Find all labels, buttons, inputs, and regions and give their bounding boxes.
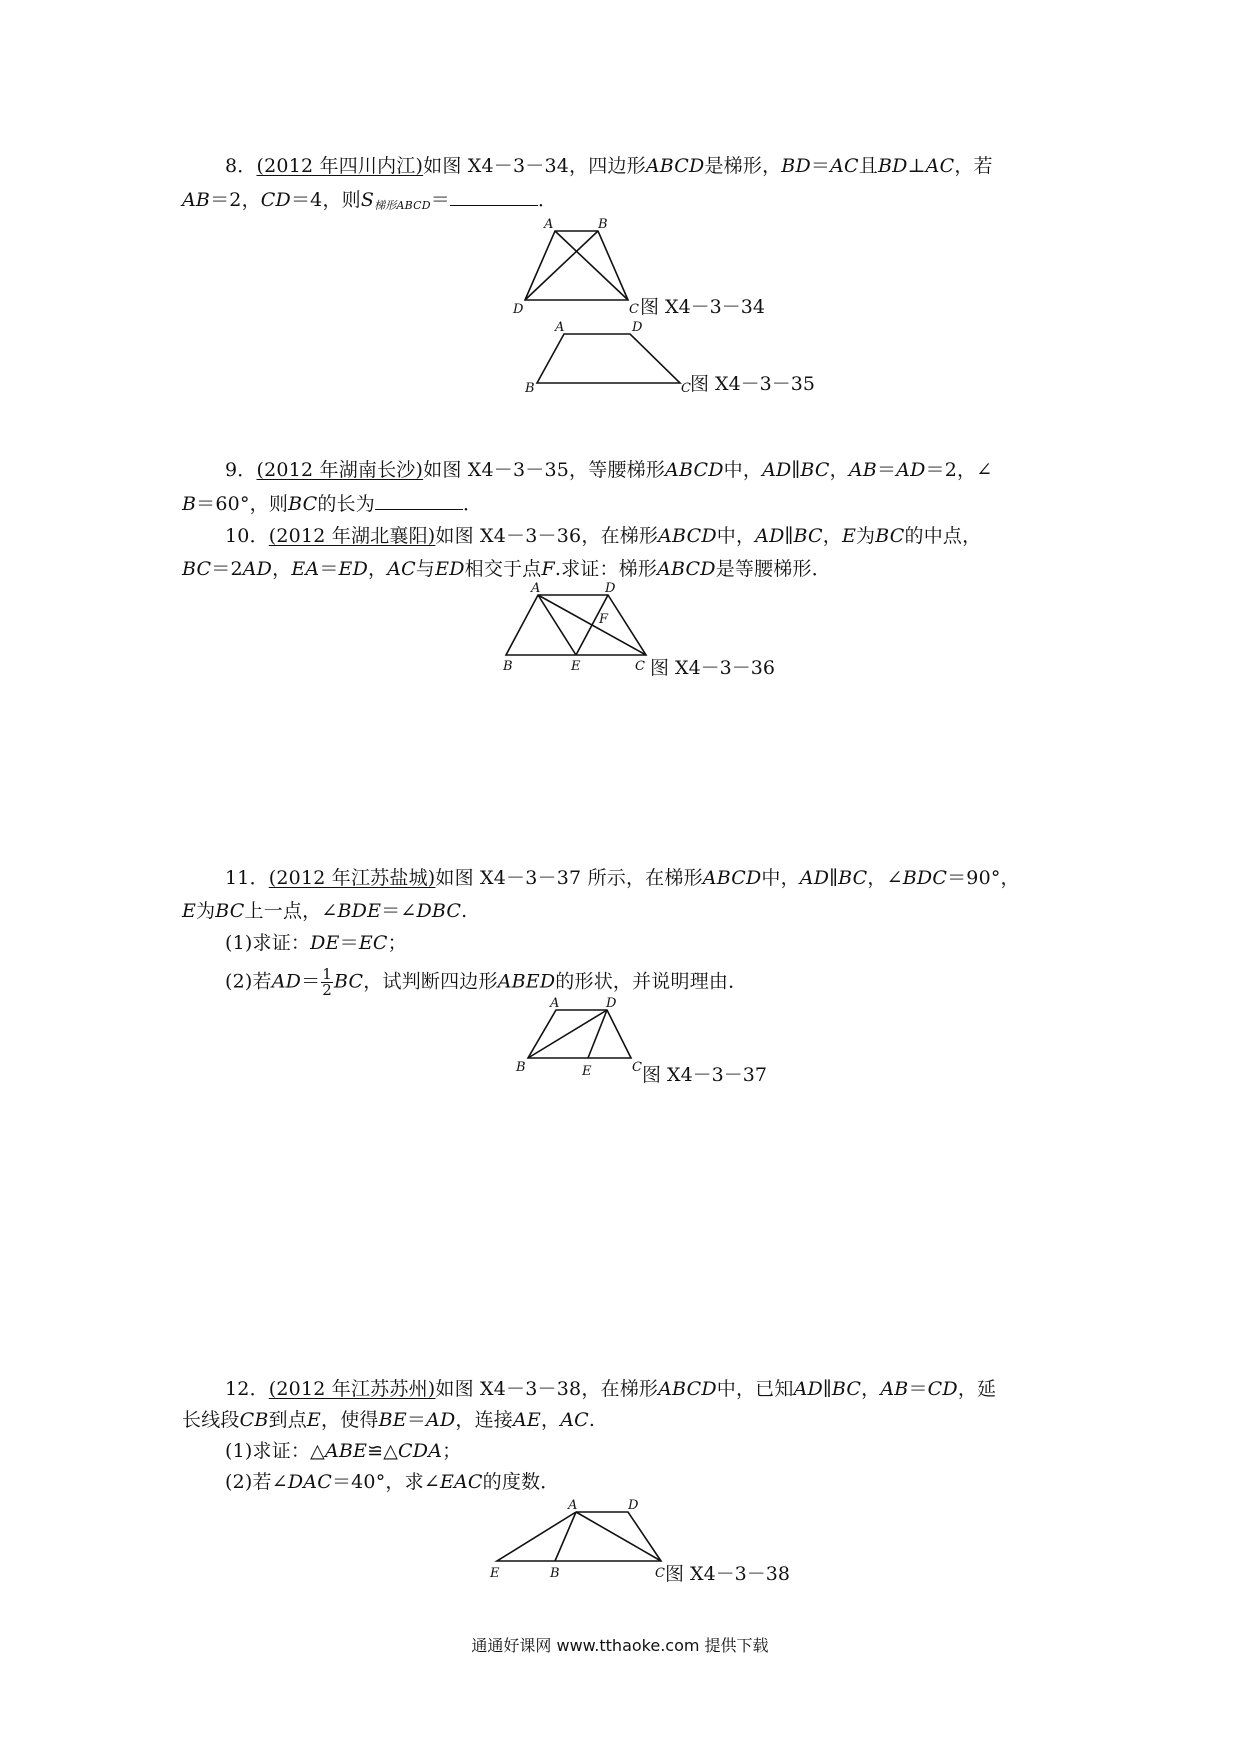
label-d: D <box>632 320 643 335</box>
trapezoid-38 <box>497 1512 661 1561</box>
var: AD <box>426 1409 456 1431</box>
var: BC <box>288 493 318 515</box>
trapezoid-37 <box>528 1010 631 1058</box>
var: CDA <box>398 1440 443 1462</box>
var: ED <box>338 558 369 580</box>
segment-ac <box>538 595 646 655</box>
var: BE <box>378 1409 407 1431</box>
figure-caption-37: 图 X4－3－37 <box>642 1064 767 1086</box>
var: ABCD <box>658 525 717 547</box>
text: ， <box>541 1409 561 1431</box>
text: ＝ <box>908 1378 928 1400</box>
figure-x4-3-38 <box>480 1495 680 1585</box>
trapezoid-34 <box>525 231 628 300</box>
figure-x4-3-34 <box>500 215 660 315</box>
var: DAC <box>287 1471 332 1493</box>
text: ， <box>368 558 388 580</box>
text: 如图 X4－3－34，四边形 <box>423 155 646 177</box>
label-a: A <box>568 1498 578 1513</box>
text: 到点 <box>268 1409 307 1431</box>
var: EC <box>358 932 388 954</box>
q12-line-2 <box>182 1406 595 1434</box>
label-e: E <box>582 1064 592 1079</box>
text: ＝ <box>876 459 897 481</box>
text: (2)若∠ <box>225 1471 288 1493</box>
text: . <box>588 1409 596 1431</box>
label-a: A <box>555 320 565 335</box>
var: BD <box>781 155 811 177</box>
var: E <box>841 525 857 547</box>
figure-x4-3-36 <box>495 580 665 680</box>
var: BC <box>875 525 905 547</box>
var: AC <box>925 155 955 177</box>
var: AE <box>513 1409 542 1431</box>
text: 中， <box>716 525 756 547</box>
question-number: 12． <box>225 1378 269 1400</box>
text: ＝60°，则 <box>196 493 289 515</box>
text: ∥ <box>784 525 794 547</box>
var: AC <box>830 155 859 177</box>
text: ， <box>272 558 292 580</box>
text: ＝ <box>406 1409 427 1431</box>
text: 是等腰梯形． <box>715 558 831 580</box>
question-source: (2012 年湖北襄阳) <box>268 525 436 547</box>
label-b: B <box>550 1566 560 1581</box>
text: 如图 X4－3－38，在梯形 <box>435 1378 659 1400</box>
text: ，试判断四边形 <box>363 970 498 993</box>
text: 的中点， <box>904 525 982 547</box>
label-d: D <box>513 302 524 317</box>
text: 上一点，∠ <box>244 900 338 922</box>
label-c: C <box>632 1060 642 1075</box>
text: 长线段 <box>182 1409 240 1431</box>
figure-x4-3-37 <box>508 995 658 1085</box>
var: BC <box>182 558 212 580</box>
segment-de <box>588 1010 607 1058</box>
var: ABCD <box>645 155 705 177</box>
figure-caption-35: 图 X4－3－35 <box>690 373 815 395</box>
text: 为 <box>856 525 876 547</box>
text: ，连接 <box>455 1409 514 1431</box>
diagonal-bd <box>525 231 598 300</box>
text: 且 <box>858 155 878 177</box>
figure-caption-34: 图 X4－3－34 <box>640 296 765 318</box>
question-number: 11． <box>225 867 269 889</box>
text: ， <box>829 459 849 481</box>
text: 相交于点 <box>464 558 542 580</box>
var: CD <box>260 189 291 211</box>
text: ，若 <box>954 155 993 177</box>
text: (1)求证：△ <box>225 1440 325 1462</box>
text: ＝∠ <box>381 900 417 922</box>
text: ； <box>442 1440 462 1462</box>
var: AD <box>799 867 830 889</box>
q9-line-2 <box>182 490 482 518</box>
label-d: D <box>606 996 617 1011</box>
text: .求证：梯形 <box>554 558 658 580</box>
q10-line-2 <box>182 555 831 583</box>
text: ∥ <box>829 867 839 889</box>
var: DBC <box>416 900 462 922</box>
var: B <box>182 493 197 515</box>
text: ＝ <box>301 970 321 993</box>
q11-line-1 <box>225 864 1020 892</box>
text: ＝ <box>319 558 339 580</box>
label-c: C <box>681 381 691 396</box>
var: BC <box>334 970 364 993</box>
var: AB <box>880 1378 909 1400</box>
text: ＝2， <box>210 189 261 211</box>
q11-part-1 <box>225 929 407 957</box>
var: BC <box>800 459 830 481</box>
question-number: 8． <box>225 155 257 177</box>
text: 的形状，并说明理由． <box>555 970 748 993</box>
var: BD <box>877 155 908 177</box>
text: ，延 <box>957 1378 997 1400</box>
figure-caption-36: 图 X4－3－36 <box>650 657 775 679</box>
q11-part-2 <box>225 967 747 998</box>
text: 中， <box>723 459 763 481</box>
text: ， <box>822 525 842 547</box>
label-c: C <box>635 659 645 674</box>
var: S <box>360 189 375 211</box>
text: (1)求证： <box>225 932 311 954</box>
text: ＝ <box>810 155 831 177</box>
var: E <box>306 1409 321 1431</box>
segment-ac <box>576 1512 661 1561</box>
var: AD <box>896 459 926 481</box>
var: AD <box>271 970 302 993</box>
label-b: B <box>525 381 535 396</box>
label-b: B <box>503 659 513 674</box>
var: CB <box>239 1409 269 1431</box>
var: F <box>541 558 555 580</box>
var: AD <box>793 1378 823 1400</box>
label-e: E <box>490 1566 500 1581</box>
var: BC <box>838 867 868 889</box>
label-b: B <box>598 217 608 232</box>
var: ABE <box>324 1440 368 1462</box>
var: EAC <box>439 1471 483 1493</box>
text: ⊥ <box>907 155 926 177</box>
var: ABED <box>497 970 556 993</box>
text: ，使得 <box>321 1409 379 1431</box>
var: CD <box>927 1378 958 1400</box>
var: E <box>182 900 197 922</box>
text: ∥ <box>791 459 801 481</box>
question-source: (2012 年湖南长沙) <box>256 459 424 481</box>
text: ＝ <box>430 189 450 211</box>
question-number: 9． <box>225 459 257 481</box>
label-f: F <box>599 612 609 627</box>
fraction-numerator: 1 <box>322 965 333 983</box>
var: ED <box>435 558 465 580</box>
question-source: (2012 年江苏盐城) <box>268 867 436 889</box>
var: BC <box>793 525 823 547</box>
var: ABCD <box>665 459 724 481</box>
var: AC <box>387 558 416 580</box>
answer-blank <box>375 493 463 510</box>
q11-line-2 <box>182 897 467 925</box>
text: 的长为 <box>317 493 375 515</box>
page-footer: 通通好课网 www.tthaoke.com 提供下载 <box>471 1636 769 1655</box>
fraction-denominator: 2 <box>322 981 333 999</box>
text: ＝2 <box>211 558 243 580</box>
fraction-one-half <box>321 967 333 998</box>
text: 中， <box>761 867 800 889</box>
text: ＝2，∠ <box>925 459 993 481</box>
label-a: A <box>550 996 560 1011</box>
label-d: D <box>605 581 616 596</box>
var: BDC <box>902 867 948 889</box>
segment-ae <box>538 595 576 655</box>
label-e: E <box>571 659 581 674</box>
q9-line-1 <box>225 456 992 484</box>
var: ABCD <box>657 558 716 580</box>
text: 的度数． <box>482 1471 560 1493</box>
trapezoid-35 <box>537 334 680 383</box>
text: ＝4，则 <box>290 189 361 211</box>
text: ＝ <box>339 932 359 954</box>
text: (2)若 <box>225 970 272 993</box>
text: 如图 X4－3－36，在梯形 <box>435 525 659 547</box>
text: ≌△ <box>367 1440 399 1462</box>
label-c: C <box>655 1566 665 1581</box>
label-d: D <box>628 1498 639 1513</box>
figure-caption-38: 图 X4－3－38 <box>665 1563 790 1585</box>
question-source: (2012 年四川内江) <box>256 155 424 177</box>
text: ， <box>861 1378 881 1400</box>
var: AD <box>762 459 792 481</box>
text: ＝40°，求∠ <box>331 1471 440 1493</box>
var: BC <box>215 900 245 922</box>
var: EA <box>291 558 320 580</box>
text: ． <box>462 493 483 515</box>
var: AB <box>848 459 877 481</box>
text: ，∠ <box>867 867 903 889</box>
text: 是梯形， <box>704 155 782 177</box>
text: 如图 X4－3－37 所示，在梯形 <box>435 867 703 889</box>
var: AB <box>182 189 211 211</box>
text: 为 <box>196 900 216 922</box>
q12-part-2 <box>225 1468 559 1496</box>
label-c: C <box>629 302 639 317</box>
text: 与 <box>415 558 436 580</box>
var: ABCD <box>658 1378 717 1400</box>
label-a: A <box>531 581 541 596</box>
q12-part-1 <box>225 1437 461 1465</box>
text: 如图 X4－3－35，等腰梯形 <box>423 459 666 481</box>
question-source: (2012 年江苏苏州) <box>268 1378 436 1400</box>
question-number: 10． <box>225 525 269 547</box>
text: ∥ <box>822 1378 832 1400</box>
q10-line-1 <box>225 522 981 550</box>
text: ； <box>387 932 407 954</box>
label-a: A <box>544 217 554 232</box>
text: ＝90°， <box>947 867 1020 889</box>
segment-bd <box>528 1010 607 1058</box>
var: DE <box>310 932 340 954</box>
answer-blank <box>450 189 538 206</box>
var: ABCD <box>702 867 762 889</box>
figure-x4-3-35 <box>520 320 690 395</box>
var: AC <box>560 1409 589 1431</box>
text: . <box>461 900 468 922</box>
var: BDE <box>337 900 382 922</box>
var: AD <box>242 558 273 580</box>
q8-line-1 <box>225 152 993 180</box>
subscript: 梯形ABCD <box>374 199 431 212</box>
label-b: B <box>516 1060 526 1075</box>
text: ． <box>537 189 558 211</box>
q12-line-1 <box>225 1375 996 1403</box>
var: BC <box>831 1378 862 1400</box>
trapezoid-36 <box>506 595 646 655</box>
diagonal-ac <box>555 231 628 300</box>
text: 中，已知 <box>716 1378 794 1400</box>
var: AD <box>755 525 785 547</box>
